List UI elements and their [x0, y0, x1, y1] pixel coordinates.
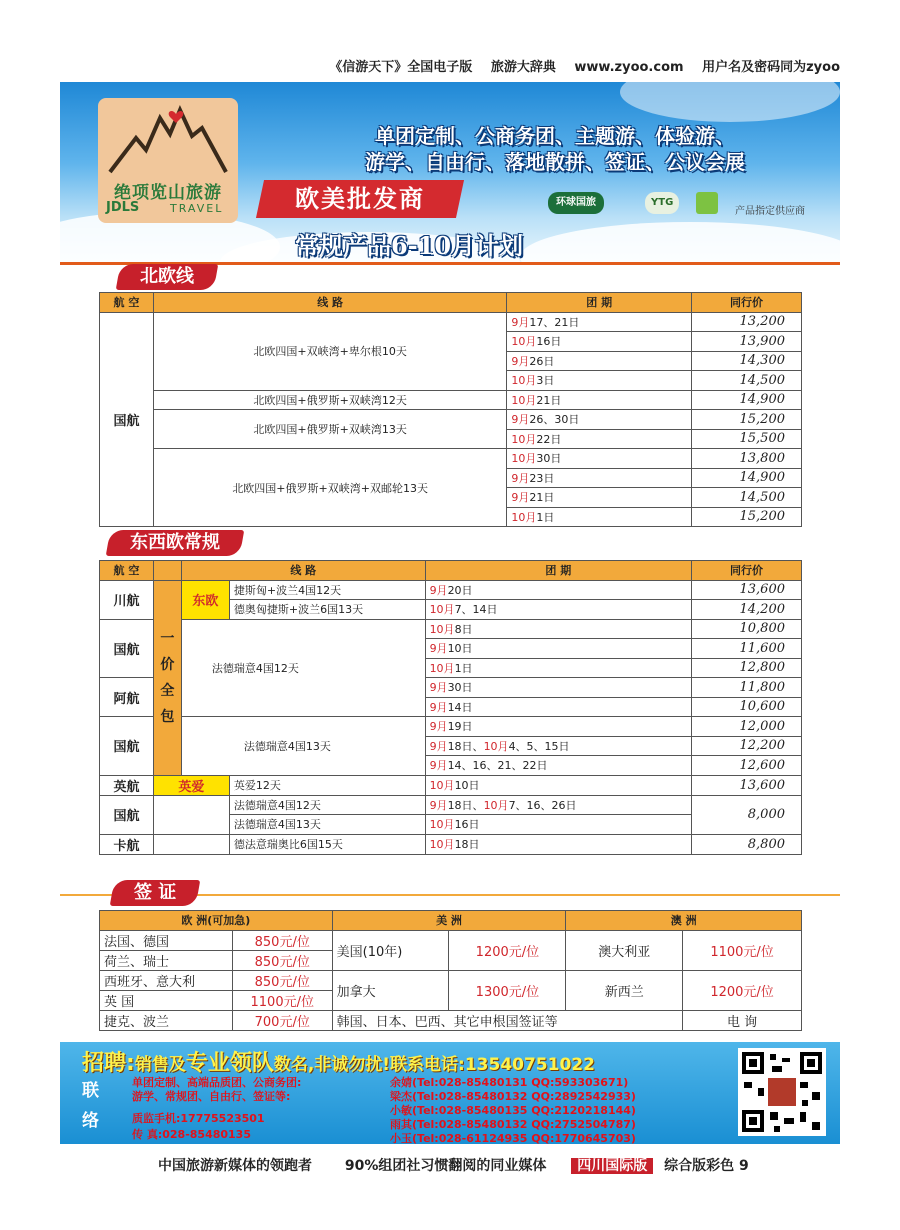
visa-country: 英 国	[100, 990, 233, 1010]
visa-price: 1200元/位	[683, 970, 802, 1010]
price-cell: 14,900	[692, 390, 802, 410]
col-europe: 欧 洲(可加急)	[100, 911, 333, 931]
airline-cell: 阿航	[100, 678, 154, 717]
table-row	[100, 619, 802, 639]
plan-title: 常规产品6-10月计划	[295, 231, 524, 260]
price-cell: 11,600	[692, 639, 802, 659]
price-cell: 15,200	[692, 410, 802, 430]
col-airline: 航 空	[100, 293, 154, 313]
date-cell: 9月26、30日	[507, 410, 692, 430]
date-cell: 9月20日	[425, 580, 692, 600]
recruit-headline: 招聘:销售及专业领队数名,非诚勿扰!联系电话:13540751022	[82, 1051, 595, 1076]
table-row	[100, 580, 802, 600]
airline-cell: 卡航	[100, 834, 154, 854]
footer-slogan-2: 90%组团社习惯翻阅的同业媒体	[344, 1158, 547, 1174]
date-cell: 9月21日	[507, 488, 692, 508]
col-america: 美 洲	[332, 911, 566, 931]
publication-header	[0, 56, 840, 75]
price-cell: 13,900	[692, 332, 802, 352]
route-cell: 北欧四国+俄罗斯+双峡湾12天	[153, 390, 506, 410]
airline-cell: 国航	[100, 717, 154, 776]
date-cell: 10月1日	[507, 507, 692, 527]
col-dates: 团 期	[425, 561, 692, 581]
price-cell: 13,600	[692, 580, 802, 600]
price-cell: 11,800	[692, 678, 802, 698]
col-dates: 团 期	[507, 293, 692, 313]
table-row	[100, 717, 802, 737]
footer-slogan-1: 中国旅游新媒体的领跑者	[158, 1158, 312, 1174]
date-cell: 9月18日、10月4、5、15日	[425, 736, 692, 756]
col-price: 同行价	[692, 293, 802, 313]
contact-person: 小敏(Tel:028-85480135 QQ:2120218144)	[390, 1104, 636, 1117]
banner-services-line2: 游学、自由行、落地散拼、签证、公议会展	[365, 150, 745, 174]
visa-country: 捷克、波兰	[100, 1010, 233, 1030]
route-cell: 北欧四国+双峡湾+卑尔根10天	[153, 312, 506, 390]
price-cell: 13,600	[692, 775, 802, 795]
visa-country: 澳大利亚	[566, 930, 683, 970]
page-number: 综合版彩色 9	[664, 1158, 749, 1174]
table-row	[100, 1010, 802, 1030]
date-cell: 9月30日	[425, 678, 692, 698]
col-australia: 澳 洲	[566, 911, 802, 931]
spacer-cell	[153, 795, 229, 834]
date-cell: 9月18日、10月7、16、26日	[425, 795, 692, 815]
company-logo	[98, 98, 238, 223]
date-cell: 10月10日	[425, 775, 692, 795]
price-cell: 14,500	[692, 488, 802, 508]
visa-price: 1100元/位	[683, 930, 802, 970]
header-website[interactable]: www.zyoo.com	[574, 60, 684, 75]
price-cell: 10,600	[692, 697, 802, 717]
visa-price: 1300元/位	[449, 970, 566, 1010]
east-europe-tag: 东欧	[181, 580, 229, 619]
page-footer	[158, 1155, 749, 1175]
wholesale-badge: 欧美批发商	[256, 180, 464, 218]
table-row	[100, 312, 802, 332]
table-header-row	[100, 911, 802, 931]
logo-travel-text: TRAVEL	[170, 202, 224, 215]
visa-price: 850元/位	[232, 970, 332, 990]
visa-country: 新西兰	[566, 970, 683, 1010]
visa-others-price: 电 询	[683, 1010, 802, 1030]
col-spacer	[153, 561, 181, 581]
table-row	[100, 390, 802, 410]
table-row	[100, 775, 802, 795]
date-cell: 10月16日	[507, 332, 692, 352]
supplier-label: 产品指定供应商	[735, 206, 805, 217]
airline-cell: 国航	[100, 795, 154, 834]
col-route: 线 路	[153, 293, 506, 313]
date-cell: 9月17、21日	[507, 312, 692, 332]
price-cell: 12,600	[692, 756, 802, 776]
spacer-cell	[153, 834, 229, 854]
col-price: 同行价	[692, 561, 802, 581]
date-cell: 9月26日	[507, 351, 692, 371]
table-row	[100, 449, 802, 469]
section-title-nordic: 北欧线	[116, 264, 219, 290]
route-cell: 德法意瑞奥比6国15天	[229, 834, 425, 854]
visa-price: 850元/位	[232, 930, 332, 950]
route-cell: 北欧四国+俄罗斯+双峡湾+双邮轮13天	[153, 449, 506, 527]
route-cell: 捷斯匈+波兰4国12天	[229, 580, 425, 600]
contact-label: 联 络	[82, 1081, 99, 1131]
col-route: 线 路	[181, 561, 425, 581]
price-cell: 12,200	[692, 736, 802, 756]
col-airline: 航 空	[100, 561, 154, 581]
date-cell: 10月18日	[425, 834, 692, 854]
route-cell: 德奥匈捷斯+波兰6国13天	[229, 600, 425, 620]
route-cell: 法德瑞意4国13天	[181, 717, 425, 776]
contact-person: 雨其(Tel:028-85480132 QQ:2752504787)	[390, 1118, 636, 1131]
price-cell: 14,200	[692, 600, 802, 620]
airline-cell: 川航	[100, 580, 154, 619]
visa-price: 1100元/位	[232, 990, 332, 1010]
visa-country: 加拿大	[332, 970, 449, 1010]
fax-number: 传 真:028-85480135	[132, 1128, 251, 1141]
price-cell: 12,000	[692, 717, 802, 737]
header-login-hint: 用户名及密码同为zyoo	[702, 60, 840, 75]
price-cell: 15,500	[692, 429, 802, 449]
visa-others: 韩国、日本、巴西、其它申根国签证等	[332, 1010, 682, 1030]
contact-person: 梁杰(Tel:028-85480132 QQ:2892542933)	[390, 1090, 636, 1103]
airline-cell: 国航	[100, 619, 154, 678]
banner	[60, 82, 840, 262]
date-cell: 9月14、16、21、22日	[425, 756, 692, 776]
contact-dept-1: 单团定制、高端品质团、公商务团:	[132, 1076, 302, 1089]
table-row	[100, 834, 802, 854]
visa-country: 美国(10年)	[332, 930, 449, 970]
price-cell: 15,200	[692, 507, 802, 527]
logo-english-name: JDLS	[106, 200, 140, 215]
quality-phone: 质监手机:17775523501	[132, 1112, 265, 1125]
header-publication: 《信游天下》全国电子版	[329, 60, 473, 75]
visa-country: 西班牙、意大利	[100, 970, 233, 990]
route-cell: 法德瑞意4国12天	[229, 795, 425, 815]
airline-cell: 国航	[100, 312, 154, 527]
price-cell: 12,800	[692, 658, 802, 678]
contact-person: 小玉(Tel:028-61124935 QQ:1770645703)	[390, 1132, 636, 1145]
price-cell: 14,300	[692, 351, 802, 371]
visa-price: 1200元/位	[449, 930, 566, 970]
visa-country: 荷兰、瑞士	[100, 950, 233, 970]
date-cell: 10月16日	[425, 815, 692, 835]
table-header-row	[100, 293, 802, 313]
visa-price: 700元/位	[232, 1010, 332, 1030]
header-dictionary: 旅游大辞典	[490, 60, 556, 75]
recruitment-ad	[60, 1042, 840, 1144]
visa-price: 850元/位	[232, 950, 332, 970]
eastwest-table	[99, 560, 802, 855]
date-cell: 9月10日	[425, 639, 692, 659]
partner-logo-ytg: YTG	[645, 192, 679, 214]
date-cell: 10月8日	[425, 619, 692, 639]
date-cell: 10月7、14日	[425, 600, 692, 620]
visa-country: 法国、德国	[100, 930, 233, 950]
route-cell: 法德瑞意4国13天	[229, 815, 425, 835]
partner-logo-global: 环球国旅	[548, 192, 604, 214]
price-cell: 14,500	[692, 371, 802, 391]
date-cell: 10月1日	[425, 658, 692, 678]
route-cell: 英爱12天	[229, 775, 425, 795]
partner-logo-green	[696, 192, 718, 214]
contact-dept-2: 游学、常规团、自由行、签证等:	[132, 1090, 291, 1103]
price-cell: 14,900	[692, 468, 802, 488]
nordic-table	[99, 292, 802, 527]
uk-ireland-tag: 英爱	[153, 775, 229, 795]
route-cell: 法德瑞意4国12天	[181, 619, 425, 717]
table-row	[100, 930, 802, 950]
date-cell: 10月21日	[507, 390, 692, 410]
banner-services-line1: 单团定制、公商务团、主题游、体验游、	[375, 124, 735, 148]
section-title-eastwest: 东西欧常规	[106, 530, 245, 556]
price-cell: 13,800	[692, 449, 802, 469]
date-cell: 9月23日	[507, 468, 692, 488]
logo-chinese-name: 绝项览山旅游	[114, 183, 222, 203]
visa-table	[99, 910, 802, 1031]
table-header-row	[100, 561, 802, 581]
date-cell: 10月22日	[507, 429, 692, 449]
date-cell: 10月3日	[507, 371, 692, 391]
section-title-visa: 签 证	[110, 880, 201, 906]
date-cell: 10月30日	[507, 449, 692, 469]
route-cell: 北欧四国+俄罗斯+双峡湾13天	[153, 410, 506, 449]
date-cell: 9月19日	[425, 717, 692, 737]
table-row	[100, 795, 802, 815]
all-inclusive-label: 一 价 全 包	[153, 580, 181, 775]
mountain-icon	[98, 98, 238, 178]
price-cell: 8,800	[692, 834, 802, 854]
table-row	[100, 410, 802, 430]
qr-code-icon[interactable]	[738, 1048, 826, 1136]
airline-cell: 英航	[100, 775, 154, 795]
contact-person: 余婧(Tel:028-85480131 QQ:593303671)	[390, 1076, 629, 1089]
price-cell: 13,200	[692, 312, 802, 332]
date-cell: 9月14日	[425, 697, 692, 717]
table-row	[100, 970, 802, 990]
price-cell: 8,000	[692, 795, 802, 834]
edition-badge: 四川国际版	[571, 1158, 653, 1174]
price-cell: 10,800	[692, 619, 802, 639]
